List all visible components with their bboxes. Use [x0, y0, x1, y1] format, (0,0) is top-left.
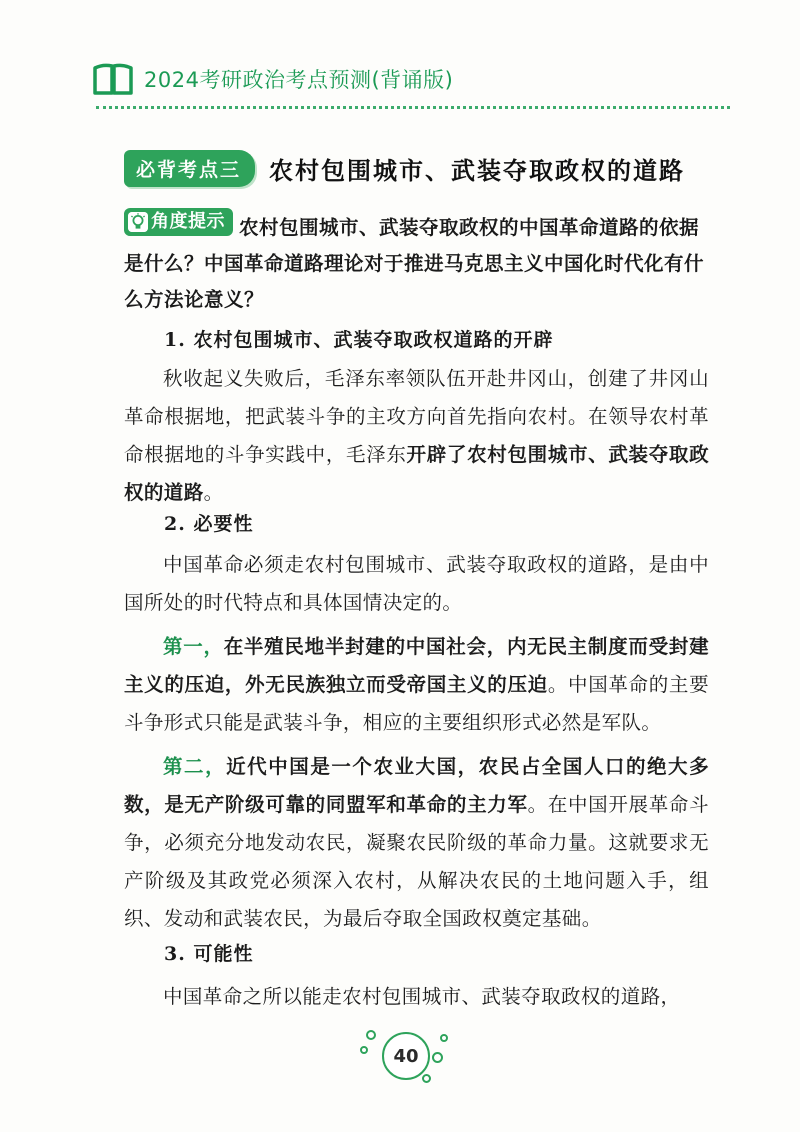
page-number-ornament [360, 1018, 450, 1090]
decor-dot [366, 1030, 376, 1040]
hint-badge [124, 208, 233, 236]
book-title: 2024考研政治考点预测(背诵版) [144, 68, 454, 92]
part-1-paragraph [124, 360, 709, 512]
part-3-heading: 3. 可能性 [164, 943, 254, 965]
part-2 [124, 506, 709, 938]
part-2-heading: 2. 必要性 [164, 513, 254, 535]
part-1-emphasis: 开辟了农村包围城市、武装夺取政权的道路 [124, 443, 709, 504]
part-2-first-point [124, 628, 709, 742]
first-point-lead: 第一， [163, 635, 224, 658]
decor-dot [440, 1034, 448, 1042]
second-point-emphasis: 近代中国是一个农业大国，农民占全国人口的绝大多数，是无产阶级可靠的同盟军和革命的主力军 [124, 755, 710, 816]
first-point-emphasis: 在半殖民地半封建的中国社会，内无民主制度而受封建主义的压迫，外无民族独立而受帝国主义的压迫 [124, 635, 709, 696]
angle-hint [124, 208, 704, 318]
section-tag: 必背考点三 [124, 150, 255, 187]
second-point-text: 。在中国开展革命斗争，必须充分地发动农民，凝聚农民阶级的革命力量。这就要求无产阶级及其政党必须深入农村，从解决农民的土地问题入手，组织、发动和武装农民，为最后夺取全国政权奠定基础。 [124, 793, 709, 930]
open-book-icon [92, 62, 134, 96]
part-3 [124, 936, 709, 1016]
section-heading [124, 150, 685, 187]
page-number: 40 [382, 1032, 430, 1080]
part-1-text: 秋收起义失败后，毛泽东率领队伍开赴井冈山，创建了井冈山革命根据地，把武装斗争的主攻方向首先指向农村。在领导农村革命根据地的斗争实践中，毛泽东 [124, 367, 709, 466]
lightbulb-icon [128, 212, 148, 232]
part-2-intro: 中国革命必须走农村包围城市、武装夺取政权的道路，是由中国所处的时代特点和具体国情决定的。 [124, 553, 709, 614]
hint-label: 角度提示 [151, 211, 225, 232]
decor-dot [360, 1046, 368, 1054]
decor-dot [422, 1074, 431, 1083]
part-2-second-point [124, 748, 709, 938]
part-1 [124, 322, 709, 512]
section-title: 农村包围城市、武装夺取政权的道路 [269, 157, 686, 185]
hint-text: 农村包围城市、武装夺取政权的中国革命道路的依据是什么？中国革命道路理论对于推进马克思主义中国化时代化有什么方法论意义？ [124, 216, 705, 311]
header-dotted-divider [96, 106, 730, 109]
decor-dot [432, 1052, 443, 1063]
first-point-text: 。中国革命的主要斗争形式只能是武装斗争，相应的主要组织形式必然是军队。 [124, 673, 710, 734]
part-1-end: 。 [203, 481, 224, 504]
part-3-text: 中国革命之所以能走农村包围城市、武装夺取政权的道路， [163, 985, 681, 1008]
second-point-lead: 第二， [163, 755, 227, 778]
running-header [92, 62, 453, 96]
part-1-heading: 1. 农村包围城市、武装夺取政权道路的开辟 [164, 329, 554, 351]
